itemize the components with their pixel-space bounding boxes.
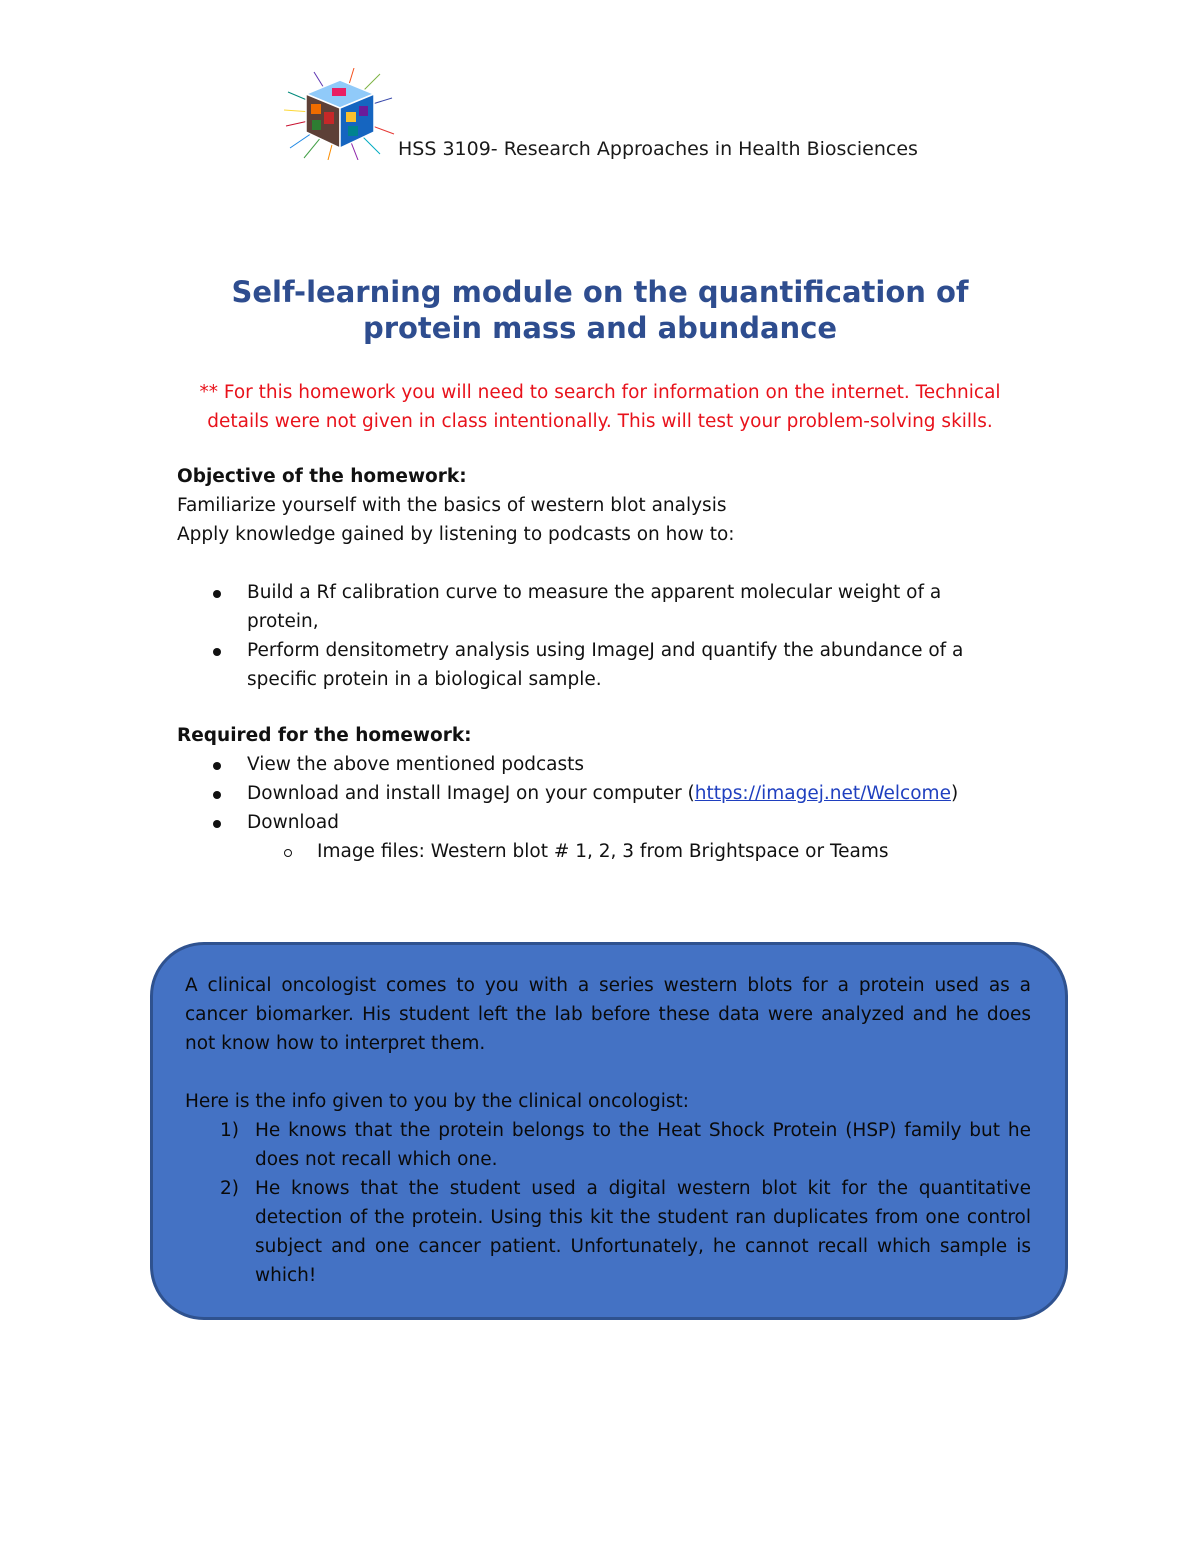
- sub-list-item: Image files: Western blot # 1, 2, 3 from Brightspace or Teams: [177, 837, 1057, 866]
- objective-heading: Objective of the homework:: [177, 466, 467, 487]
- objective-line: Familiarize yourself with the basics of western blot analysis: [177, 495, 727, 516]
- item-number: 2): [220, 1178, 239, 1199]
- list-item: View the above mentioned podcasts: [177, 750, 1057, 779]
- list-item: [177, 636, 1057, 694]
- case-scenario-box: [150, 942, 1068, 1320]
- bullet-line: Perform densitometry analysis using ImageJ and quantify the abundance of a: [247, 640, 964, 661]
- list-item: Download: [177, 808, 1057, 837]
- list-item: [185, 1116, 1031, 1174]
- objective-line: Apply knowledge gained by listening to podcasts on how to:: [177, 524, 735, 545]
- case-lead: Here is the info given to you by the clinical oncologist:: [185, 1091, 690, 1112]
- item-text: He knows that the protein belongs to the Heat Shock Protein (HSP) family but he does not recall which one.: [255, 1120, 1031, 1170]
- course-title: HSS 3109- Research Approaches in Health Biosciences: [398, 138, 918, 160]
- list-item: [177, 779, 1057, 808]
- cube-collage-logo-icon: [284, 68, 396, 160]
- module-title: [100, 274, 1100, 346]
- item-text: ): [950, 783, 959, 804]
- required-heading: Required for the homework:: [177, 725, 472, 746]
- item-number: 1): [220, 1120, 239, 1141]
- bullet-line: specific protein in a biological sample.: [247, 669, 602, 690]
- notice-line: ** For this homework you will need to search for information on the internet. Technical: [199, 382, 1001, 403]
- bullet-line: protein,: [247, 611, 319, 632]
- list-item: [177, 578, 1057, 636]
- case-intro: A clinical oncologist comes to you with a series western blots for a protein used as a cancer biomarker. His student left the lab before these data were analyzed and he does not know how to interpret them.: [185, 975, 1031, 1054]
- item-text: He knows that the student used a digital western blot kit for the quantitative detection of the protein. Using this kit the student ran duplicates from one control subject and one cancer patient. Unfortunately, he cannot recall which sample is which!: [255, 1178, 1031, 1286]
- title-line: Self-learning module on the quantification of: [231, 275, 969, 309]
- bullet-line: Build a Rf calibration curve to measure the apparent molecular weight of a: [247, 582, 942, 603]
- imagej-link[interactable]: https://imagej.net/Welcome: [694, 783, 951, 804]
- notice-line: details were not given in class intentionally. This will test your problem-solving skills.: [207, 411, 993, 432]
- homework-notice: [150, 378, 1050, 436]
- list-item: [185, 1174, 1031, 1290]
- objective-section: [177, 462, 1057, 694]
- title-line: protein mass and abundance: [362, 311, 838, 345]
- required-section: [177, 721, 1057, 866]
- item-text: Download and install ImageJ on your computer (: [247, 783, 695, 804]
